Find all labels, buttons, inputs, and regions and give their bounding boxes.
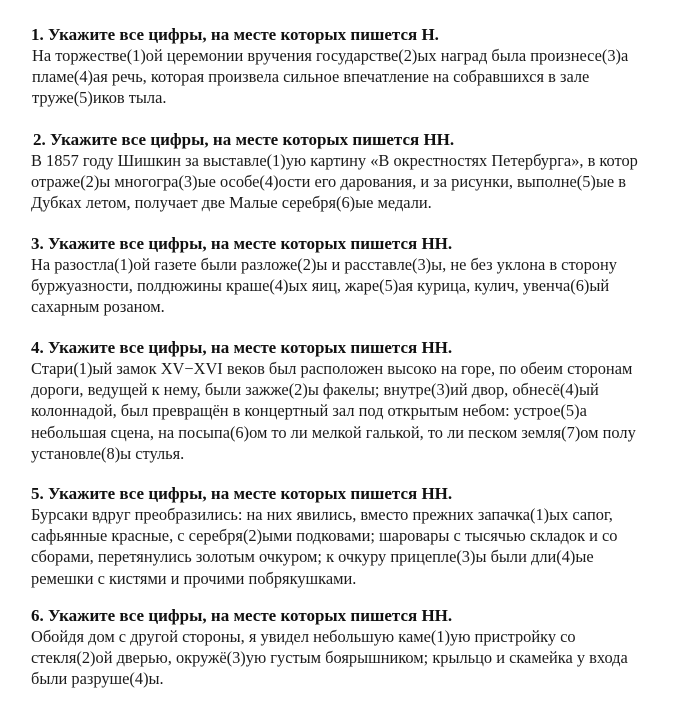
task-4-line-3: колоннадой, был превращён в концертный зал под открытым небом: устрое(5)а bbox=[31, 401, 587, 421]
task-4-line-4: небольшая сцена, на посыпа(6)ом то ли мелкой галькой, то ли песком земля(7)ом полу bbox=[31, 422, 636, 442]
task-3-line-1: На разостла(1)ой газете были разложе(2)ы и расставле(3)ы, не без уклона в сторону bbox=[31, 255, 617, 274]
task-3-heading: 3. Укажите все цифры, на месте которых пишется НН. bbox=[31, 234, 453, 253]
task-3 bbox=[0, 233, 699, 318]
task-5-line-3: сборами, перетянулись золотым очкуром; к очкуру прицепле(3)ы были дли(4)ые bbox=[31, 547, 594, 567]
task-6-line-2: стекля(2)ой дверью, окружё(3)ую густым боярышником; крыльцо и скамейка у входа bbox=[31, 648, 628, 668]
task-5-line-2: сафьянные красные, с серебря(2)ыми подковами; шаровары с тысячью складок и со bbox=[31, 526, 618, 546]
task-2-line-2: отраже(2)ы многогра(3)ые особе(4)ости его дарования, и за рисунки, выполне(5)ые в bbox=[31, 172, 627, 192]
task-5-heading: 5. Укажите все цифры, на месте которых пишется НН. bbox=[31, 484, 453, 503]
task-6-heading: 6. Укажите все цифры, на месте которых пишется НН. bbox=[31, 606, 453, 625]
task-4-line-2: дороги, ведущей к нему, были зажже(2)ы факелы; внутре(3)ий двор, обнесё(4)ый bbox=[31, 380, 599, 400]
task-1-line-3: труже(5)иков тыла. bbox=[32, 88, 167, 108]
task-4-line-5: установле(8)ы стулья. bbox=[31, 443, 185, 463]
task-2-line-3: Дубках летом, получает две Малые серебря(6)ые медали. bbox=[31, 193, 432, 213]
task-5-line-1: Бурсаки вдруг преобразились: на них явились, вместо прежних запачка(1)ых сапог, bbox=[31, 505, 613, 524]
task-1-line-1: На торжестве(1)ой церемонии вручения государстве(2)ых наград была произнесе(3)а bbox=[32, 46, 629, 65]
task-3-line-3: сахарным розаном. bbox=[31, 297, 165, 317]
task-5-line-4: ремешки с кистями и прочими побрякушками. bbox=[31, 568, 357, 588]
task-1-line-2: пламе(4)ая речь, которая произвела сильное впечатление на собравшихся в зале bbox=[32, 67, 590, 87]
task-3-line-2: буржуазности, полдюжины краше(4)ых яиц, жаре(5)ая курица, кулич, увенча(6)ый bbox=[31, 276, 610, 296]
task-4 bbox=[0, 337, 699, 464]
task-4-line-1: Стари(1)ый замок XV−XVI веков был расположен высоко на горе, по обеим сторонам bbox=[31, 359, 633, 378]
task-4-heading: 4. Укажите все цифры, на месте которых пишется НН. bbox=[31, 338, 453, 357]
task-6-line-3: были разруше(4)ы. bbox=[31, 669, 164, 689]
task-5 bbox=[0, 483, 699, 589]
task-1 bbox=[0, 24, 699, 109]
task-6-line-1: Обойдя дом с другой стороны, я увидел небольшую каме(1)ую пристройку со bbox=[31, 627, 576, 646]
task-1-heading: 1. Укажите все цифры, на месте которых пишется Н. bbox=[31, 25, 439, 44]
task-2-heading: 2. Укажите все цифры, на месте которых пишется НН. bbox=[33, 130, 455, 149]
task-6 bbox=[0, 605, 699, 690]
task-2 bbox=[0, 129, 699, 214]
task-2-line-1: В 1857 году Шишкин за выставле(1)ую картину «В окрестностях Петербурга», в котор bbox=[31, 151, 638, 170]
